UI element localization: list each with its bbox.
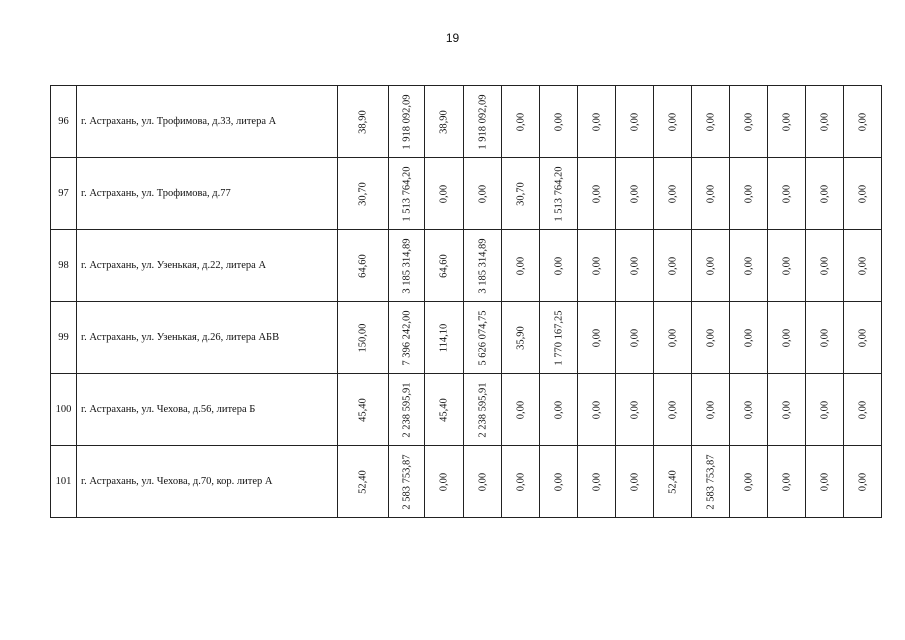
value-cell [578,374,616,446]
value-cell [425,86,464,158]
row-number: 98 [51,230,77,302]
value-cell [502,158,540,230]
value-cell [730,230,768,302]
value-text: 114,10 [438,323,450,352]
value-cell [654,230,692,302]
value-text: 0,00 [667,112,678,131]
value-text: 0,00 [477,184,488,203]
value-text: 0,00 [438,472,450,491]
value-text: 0,00 [629,400,640,419]
value-text: 0,00 [553,256,564,275]
value-cell [502,302,540,374]
value-text: 0,00 [553,472,564,491]
value-text: 64,60 [438,253,450,278]
value-text: 2 583 753,87 [705,453,716,510]
value-text: 0,00 [553,112,564,131]
value-text: 0,00 [781,112,792,131]
value-cell [389,302,425,374]
value-cell [540,86,578,158]
value-cell [730,302,768,374]
value-text: 3 185 314,89 [477,237,488,294]
value-cell [844,158,882,230]
value-cell [768,158,806,230]
value-text: 52,40 [667,469,678,494]
value-cell [806,86,844,158]
value-cell [768,302,806,374]
value-cell [844,302,882,374]
value-cell [692,302,730,374]
value-text: 0,00 [819,184,830,203]
value-cell [540,158,578,230]
row-number: 101 [51,446,77,518]
value-text: 1 513 764,20 [401,165,412,222]
value-text: 0,00 [705,112,716,131]
value-text: 0,00 [857,400,868,419]
table-row [51,374,882,446]
value-cell [464,230,502,302]
value-cell [844,446,882,518]
value-cell [425,302,464,374]
value-text: 0,00 [705,256,716,275]
value-text: 0,00 [591,472,602,491]
value-text: 45,40 [438,397,450,422]
value-text: 0,00 [781,256,792,275]
value-text: 0,00 [515,256,526,275]
address-cell: г. Астрахань, ул. Чехова, д.56, литера Б [77,374,338,446]
value-cell [692,86,730,158]
value-cell [464,158,502,230]
value-text: 0,00 [591,400,602,419]
value-cell [768,230,806,302]
value-text: 0,00 [781,400,792,419]
address-cell: г. Астрахань, ул. Трофимова, д.33, литера А [77,86,338,158]
row-number: 96 [51,86,77,158]
value-cell [502,446,540,518]
value-text: 0,00 [629,472,640,491]
value-cell [768,374,806,446]
value-text: 0,00 [515,472,526,491]
value-cell [730,374,768,446]
value-cell [616,158,654,230]
value-cell [464,86,502,158]
value-cell [578,86,616,158]
value-cell [692,230,730,302]
value-cell [338,302,389,374]
value-text: 0,00 [705,184,716,203]
value-text: 5 626 074,75 [477,309,488,366]
value-text: 64,60 [357,253,369,278]
value-text: 3 185 314,89 [401,237,412,294]
value-cell [730,158,768,230]
value-cell [654,302,692,374]
value-text: 0,00 [667,328,678,347]
value-text: 0,00 [743,328,754,347]
value-text: 0,00 [819,400,830,419]
value-text: 30,70 [515,181,526,206]
value-cell [806,158,844,230]
value-text: 0,00 [819,472,830,491]
value-cell [540,302,578,374]
value-text: 1 918 092,09 [477,93,488,150]
value-cell [338,230,389,302]
value-cell [464,374,502,446]
value-cell [425,230,464,302]
value-text: 0,00 [743,112,754,131]
value-cell [578,230,616,302]
value-text: 0,00 [819,256,830,275]
value-cell [616,302,654,374]
value-text: 2 238 595,91 [477,381,488,438]
value-text: 0,00 [438,184,450,203]
value-cell [389,158,425,230]
value-text: 0,00 [591,184,602,203]
value-cell [692,446,730,518]
value-cell [616,86,654,158]
table-row [51,446,882,518]
value-cell [616,374,654,446]
value-cell [578,446,616,518]
value-cell [768,446,806,518]
value-text: 0,00 [743,256,754,275]
value-text: 0,00 [857,184,868,203]
value-cell [502,86,540,158]
value-cell [806,374,844,446]
value-cell [768,86,806,158]
value-cell [844,374,882,446]
table-row [51,230,882,302]
row-number: 99 [51,302,77,374]
value-text: 0,00 [591,256,602,275]
value-cell [654,374,692,446]
value-text: 0,00 [819,328,830,347]
value-cell [578,158,616,230]
value-cell [338,374,389,446]
value-text: 0,00 [553,400,564,419]
value-text: 0,00 [705,328,716,347]
value-text: 0,00 [743,472,754,491]
value-text: 0,00 [743,400,754,419]
value-cell [616,446,654,518]
value-text: 45,40 [357,397,369,422]
value-cell [502,374,540,446]
value-text: 52,40 [357,469,369,494]
table-row [51,86,882,158]
address-cell: г. Астрахань, ул. Узенькая, д.22, литера А [77,230,338,302]
value-text: 0,00 [629,328,640,347]
value-text: 0,00 [477,472,488,491]
table-row [51,158,882,230]
address-cell: г. Астрахань, ул. Трофимова, д.77 [77,158,338,230]
value-text: 0,00 [857,256,868,275]
value-text: 2 238 595,91 [401,381,412,438]
value-text: 0,00 [629,112,640,131]
address-cell: г. Астрахань, ул. Узенькая, д.26, литера АБВ [77,302,338,374]
value-cell [425,158,464,230]
value-cell [389,86,425,158]
row-number: 97 [51,158,77,230]
value-text: 7 396 242,00 [401,309,412,366]
value-text: 0,00 [857,112,868,131]
value-text: 38,90 [357,109,369,134]
value-cell [389,446,425,518]
value-text: 35,90 [515,325,526,350]
value-text: 0,00 [667,184,678,203]
value-text: 0,00 [819,112,830,131]
value-cell [540,446,578,518]
address-cell: г. Астрахань, ул. Чехова, д.70, кор. литер А [77,446,338,518]
value-text: 30,70 [357,181,369,206]
value-cell [464,446,502,518]
value-cell [540,230,578,302]
value-text: 0,00 [667,256,678,275]
value-text: 0,00 [591,328,602,347]
value-cell [844,86,882,158]
value-text: 0,00 [781,472,792,491]
value-text: 0,00 [705,400,716,419]
value-text: 0,00 [629,184,640,203]
value-text: 0,00 [667,400,678,419]
value-text: 0,00 [781,184,792,203]
value-cell [730,446,768,518]
value-cell [425,374,464,446]
value-text: 1 513 764,20 [553,165,564,222]
value-text: 0,00 [857,328,868,347]
table-row [51,302,882,374]
value-cell [806,446,844,518]
value-text: 0,00 [629,256,640,275]
value-cell [338,446,389,518]
value-text: 0,00 [591,112,602,131]
value-text: 2 583 753,87 [401,453,412,510]
value-text: 38,90 [438,109,450,134]
value-cell [338,158,389,230]
value-cell [464,302,502,374]
value-cell [389,374,425,446]
value-cell [578,302,616,374]
value-cell [806,230,844,302]
table-body [51,86,882,518]
value-text: 0,00 [781,328,792,347]
value-text: 0,00 [857,472,868,491]
value-cell [338,86,389,158]
value-cell [654,86,692,158]
building-table [50,85,882,518]
value-cell [654,446,692,518]
value-cell [692,158,730,230]
value-cell [425,446,464,518]
value-text: 0,00 [515,112,526,131]
value-text: 1 770 167,25 [553,309,564,366]
value-cell [654,158,692,230]
value-text: 150,00 [357,323,369,352]
value-text: 1 918 092,09 [401,93,412,150]
value-cell [692,374,730,446]
value-cell [616,230,654,302]
value-cell [730,86,768,158]
value-text: 0,00 [515,400,526,419]
page-number: 19 [445,31,460,45]
value-cell [806,302,844,374]
value-cell [389,230,425,302]
row-number: 100 [51,374,77,446]
value-text: 0,00 [743,184,754,203]
value-cell [502,230,540,302]
value-cell [540,374,578,446]
value-cell [844,230,882,302]
